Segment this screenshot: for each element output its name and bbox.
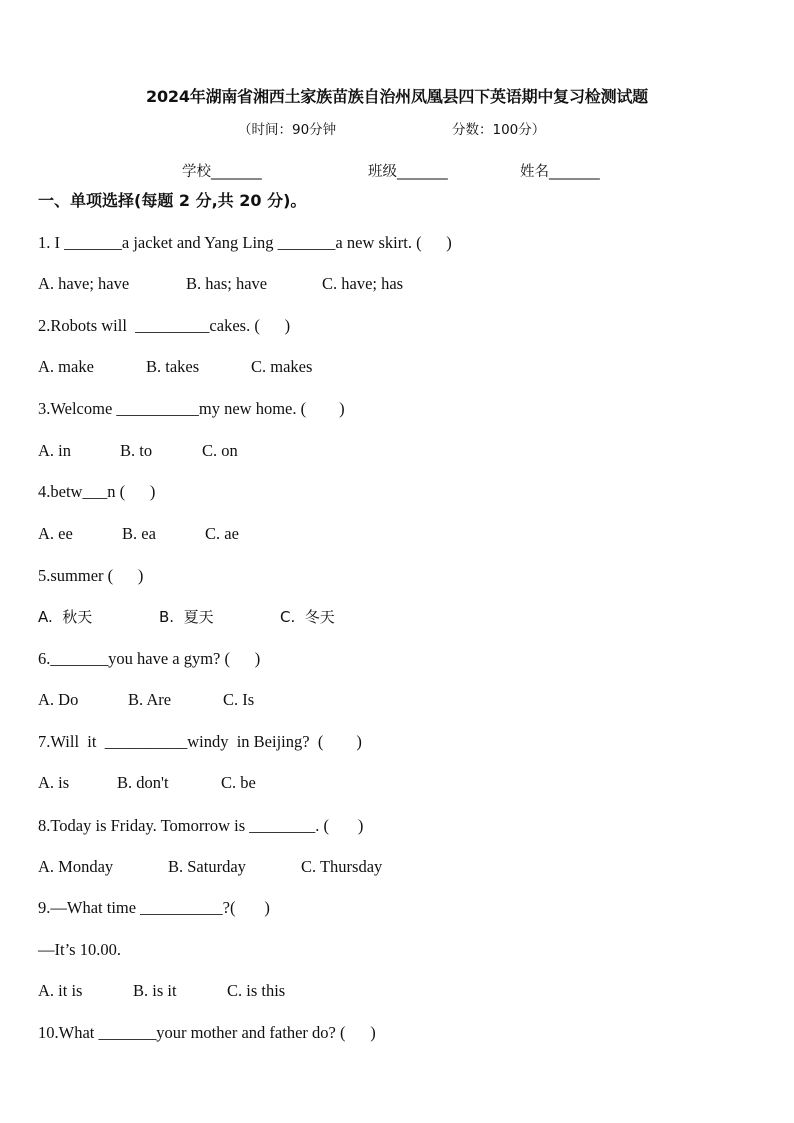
option-c[interactable]: C. Is xyxy=(223,690,255,709)
question-3: 3.Welcome __________my new home. ( ) xyxy=(38,399,345,418)
option-a[interactable]: A. it is xyxy=(38,981,83,1000)
options-3 xyxy=(38,441,738,461)
option-b[interactable]: B. 夏天 xyxy=(159,608,214,626)
option-b[interactable]: B. Saturday xyxy=(168,857,246,876)
option-c[interactable]: C. Thursday xyxy=(301,857,383,876)
options-4 xyxy=(38,524,738,544)
question-1: 1. I _______a jacket and Yang Ling _______a new skirt. ( ) xyxy=(38,233,452,252)
option-b[interactable]: B. is it xyxy=(133,981,177,1000)
option-c[interactable]: C. on xyxy=(202,441,238,460)
question-4: 4.betw___n ( ) xyxy=(38,482,156,501)
option-b[interactable]: B. Are xyxy=(128,690,172,709)
option-a[interactable]: A. ee xyxy=(38,524,73,543)
option-b[interactable]: B. takes xyxy=(146,357,200,376)
question-9-answer-line: —It’s 10.00. xyxy=(38,940,121,959)
option-b[interactable]: B. has; have xyxy=(186,274,268,293)
question-10: 10.What _______your mother and father do? ( ) xyxy=(38,1023,376,1042)
question-6: 6._______you have a gym? ( ) xyxy=(38,649,261,668)
option-b[interactable]: B. ea xyxy=(122,524,156,543)
option-a[interactable]: A. in xyxy=(38,441,71,460)
question-9: 9.—What time __________?( ) xyxy=(38,898,270,917)
option-b[interactable]: B. don't xyxy=(117,773,169,792)
options-9 xyxy=(38,981,738,1001)
option-a[interactable]: A. is xyxy=(38,773,70,792)
option-a[interactable]: A. Monday xyxy=(38,857,114,876)
question-7: 7.Will it __________windy in Beijing? ( ) xyxy=(38,732,362,751)
option-c[interactable]: C. ae xyxy=(205,524,239,543)
options-8 xyxy=(38,857,738,877)
total-score: 分数：100分） xyxy=(452,122,546,138)
question-2: 2.Robots will _________cakes. ( ) xyxy=(38,316,291,335)
school-field[interactable]: 学校_______ xyxy=(182,164,262,180)
section-heading: 一、单项选择(每题 2 分,共 20 分)。 xyxy=(38,191,307,210)
option-a[interactable]: A. Do xyxy=(38,690,79,709)
time-limit: （时间：90分钟 xyxy=(238,122,337,138)
page-title: 2024年湖南省湘西土家族苗族自治州凤凰县四下英语期中复习检测试题 xyxy=(146,87,648,106)
options-1 xyxy=(38,274,738,294)
option-a[interactable]: A. 秋天 xyxy=(38,608,93,626)
option-a[interactable]: A. have; have xyxy=(38,274,130,293)
option-c[interactable]: C. be xyxy=(221,773,256,792)
options-2 xyxy=(38,357,738,377)
options-5 xyxy=(38,607,738,627)
option-c[interactable]: C. 冬天 xyxy=(280,608,335,626)
name-field[interactable]: 姓名_______ xyxy=(520,164,600,180)
option-c[interactable]: C. have; has xyxy=(322,274,404,293)
option-b[interactable]: B. to xyxy=(120,441,153,460)
options-7 xyxy=(38,773,738,793)
option-c[interactable]: C. is this xyxy=(227,981,286,1000)
options-6 xyxy=(38,690,738,710)
question-5: 5.summer ( ) xyxy=(38,566,144,585)
option-c[interactable]: C. makes xyxy=(251,357,313,376)
option-a[interactable]: A. make xyxy=(38,357,94,376)
question-8: 8.Today is Friday. Tomorrow is ________. ( ) xyxy=(38,816,364,835)
class-field[interactable]: 班级_______ xyxy=(368,164,448,180)
